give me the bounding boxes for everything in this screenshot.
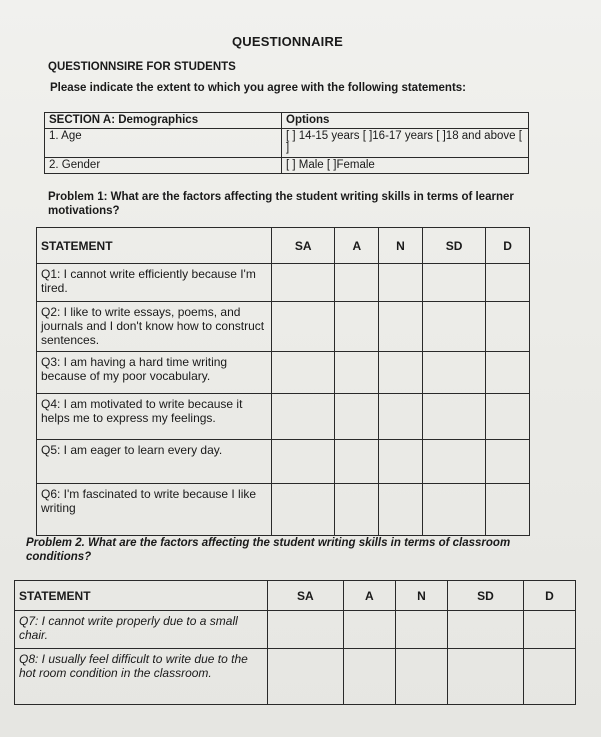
learner-motivation-table (36, 227, 530, 536)
response-cell[interactable] (448, 611, 524, 649)
response-cell[interactable] (379, 394, 423, 440)
table-row (37, 394, 530, 440)
response-cell[interactable] (335, 484, 379, 536)
response-cell[interactable] (268, 611, 344, 649)
statement-q1: Q1: I cannot write efficiently because I'm tired. (37, 264, 272, 302)
response-cell[interactable] (379, 440, 423, 484)
response-cell[interactable] (523, 649, 575, 705)
response-cell[interactable] (486, 302, 530, 352)
response-cell[interactable] (379, 264, 423, 302)
scale-d-header-2: D (523, 581, 575, 611)
response-cell[interactable] (335, 440, 379, 484)
scale-d-header: D (486, 228, 530, 264)
response-cell[interactable] (343, 611, 395, 649)
response-cell[interactable] (422, 352, 485, 394)
response-cell[interactable] (335, 352, 379, 394)
scale-sd-header-2: SD (448, 581, 524, 611)
table-row (37, 264, 530, 302)
page-title: QUESTIONNAIRE (232, 34, 343, 49)
response-cell[interactable] (272, 302, 335, 352)
response-cell[interactable] (272, 440, 335, 484)
response-cell[interactable] (379, 352, 423, 394)
options-heading: Options (282, 113, 529, 129)
response-cell[interactable] (272, 484, 335, 536)
response-cell[interactable] (486, 352, 530, 394)
problem-1-heading: Problem 1: What are the factors affecting the student writing skills in terms of learner motivations? (48, 191, 514, 217)
response-cell[interactable] (422, 440, 485, 484)
response-cell[interactable] (422, 264, 485, 302)
instruction-text: Please indicate the extent to which you agree with the following statements: (50, 82, 466, 94)
table-row (15, 649, 576, 705)
table-row (37, 302, 530, 352)
response-cell[interactable] (523, 611, 575, 649)
section-a-heading: SECTION A: Demographics (45, 113, 282, 129)
table-row (15, 611, 576, 649)
response-cell[interactable] (486, 264, 530, 302)
demographics-table (44, 112, 529, 174)
scale-a-header-2: A (343, 581, 395, 611)
response-cell[interactable] (448, 649, 524, 705)
response-cell[interactable] (272, 394, 335, 440)
classroom-conditions-table (14, 580, 576, 705)
statement-q6: Q6: I'm fascinated to write because I like writing (37, 484, 272, 536)
scale-sd-header: SD (422, 228, 485, 264)
statement-header: STATEMENT (37, 228, 272, 264)
table-row (37, 440, 530, 484)
gender-options[interactable]: [ ] Male [ ]Female (282, 157, 529, 173)
scale-n-header-2: N (395, 581, 447, 611)
response-cell[interactable] (486, 440, 530, 484)
problem-2-heading: Problem 2. What are the factors affecting the student writing skills in terms of classroom conditions? (26, 537, 511, 563)
subtitle: QUESTIONNSIRE FOR STUDENTS (48, 61, 236, 73)
response-cell[interactable] (486, 484, 530, 536)
response-cell[interactable] (268, 649, 344, 705)
response-cell[interactable] (335, 394, 379, 440)
scale-a-header: A (335, 228, 379, 264)
response-cell[interactable] (422, 484, 485, 536)
response-cell[interactable] (422, 302, 485, 352)
response-cell[interactable] (486, 394, 530, 440)
statement-q4: Q4: I am motivated to write because it helps me to express my feelings. (37, 394, 272, 440)
statement-header-2: STATEMENT (15, 581, 268, 611)
response-cell[interactable] (379, 302, 423, 352)
response-cell[interactable] (395, 611, 447, 649)
table-row (37, 484, 530, 536)
response-cell[interactable] (395, 649, 447, 705)
statement-q2: Q2: I like to write essays, poems, and journals and I don't know how to construct sentences. (37, 302, 272, 352)
statement-q8: Q8: I usually feel difficult to write due to the hot room condition in the classroom. (15, 649, 268, 705)
response-cell[interactable] (379, 484, 423, 536)
response-cell[interactable] (272, 264, 335, 302)
response-cell[interactable] (335, 264, 379, 302)
table-row (37, 352, 530, 394)
gender-label: 2. Gender (45, 157, 282, 173)
statement-q3: Q3: I am having a hard time writing because of my poor vocabulary. (37, 352, 272, 394)
response-cell[interactable] (272, 352, 335, 394)
statement-q5: Q5: I am eager to learn every day. (37, 440, 272, 484)
scale-n-header: N (379, 228, 423, 264)
scale-sa-header: SA (272, 228, 335, 264)
scale-sa-header-2: SA (268, 581, 344, 611)
age-options[interactable]: [ ] 14-15 years [ ]16-17 years [ ]18 and above [ ] (282, 129, 529, 158)
age-label: 1. Age (45, 129, 282, 158)
response-cell[interactable] (343, 649, 395, 705)
response-cell[interactable] (422, 394, 485, 440)
response-cell[interactable] (335, 302, 379, 352)
statement-q7: Q7: I cannot write properly due to a small chair. (15, 611, 268, 649)
